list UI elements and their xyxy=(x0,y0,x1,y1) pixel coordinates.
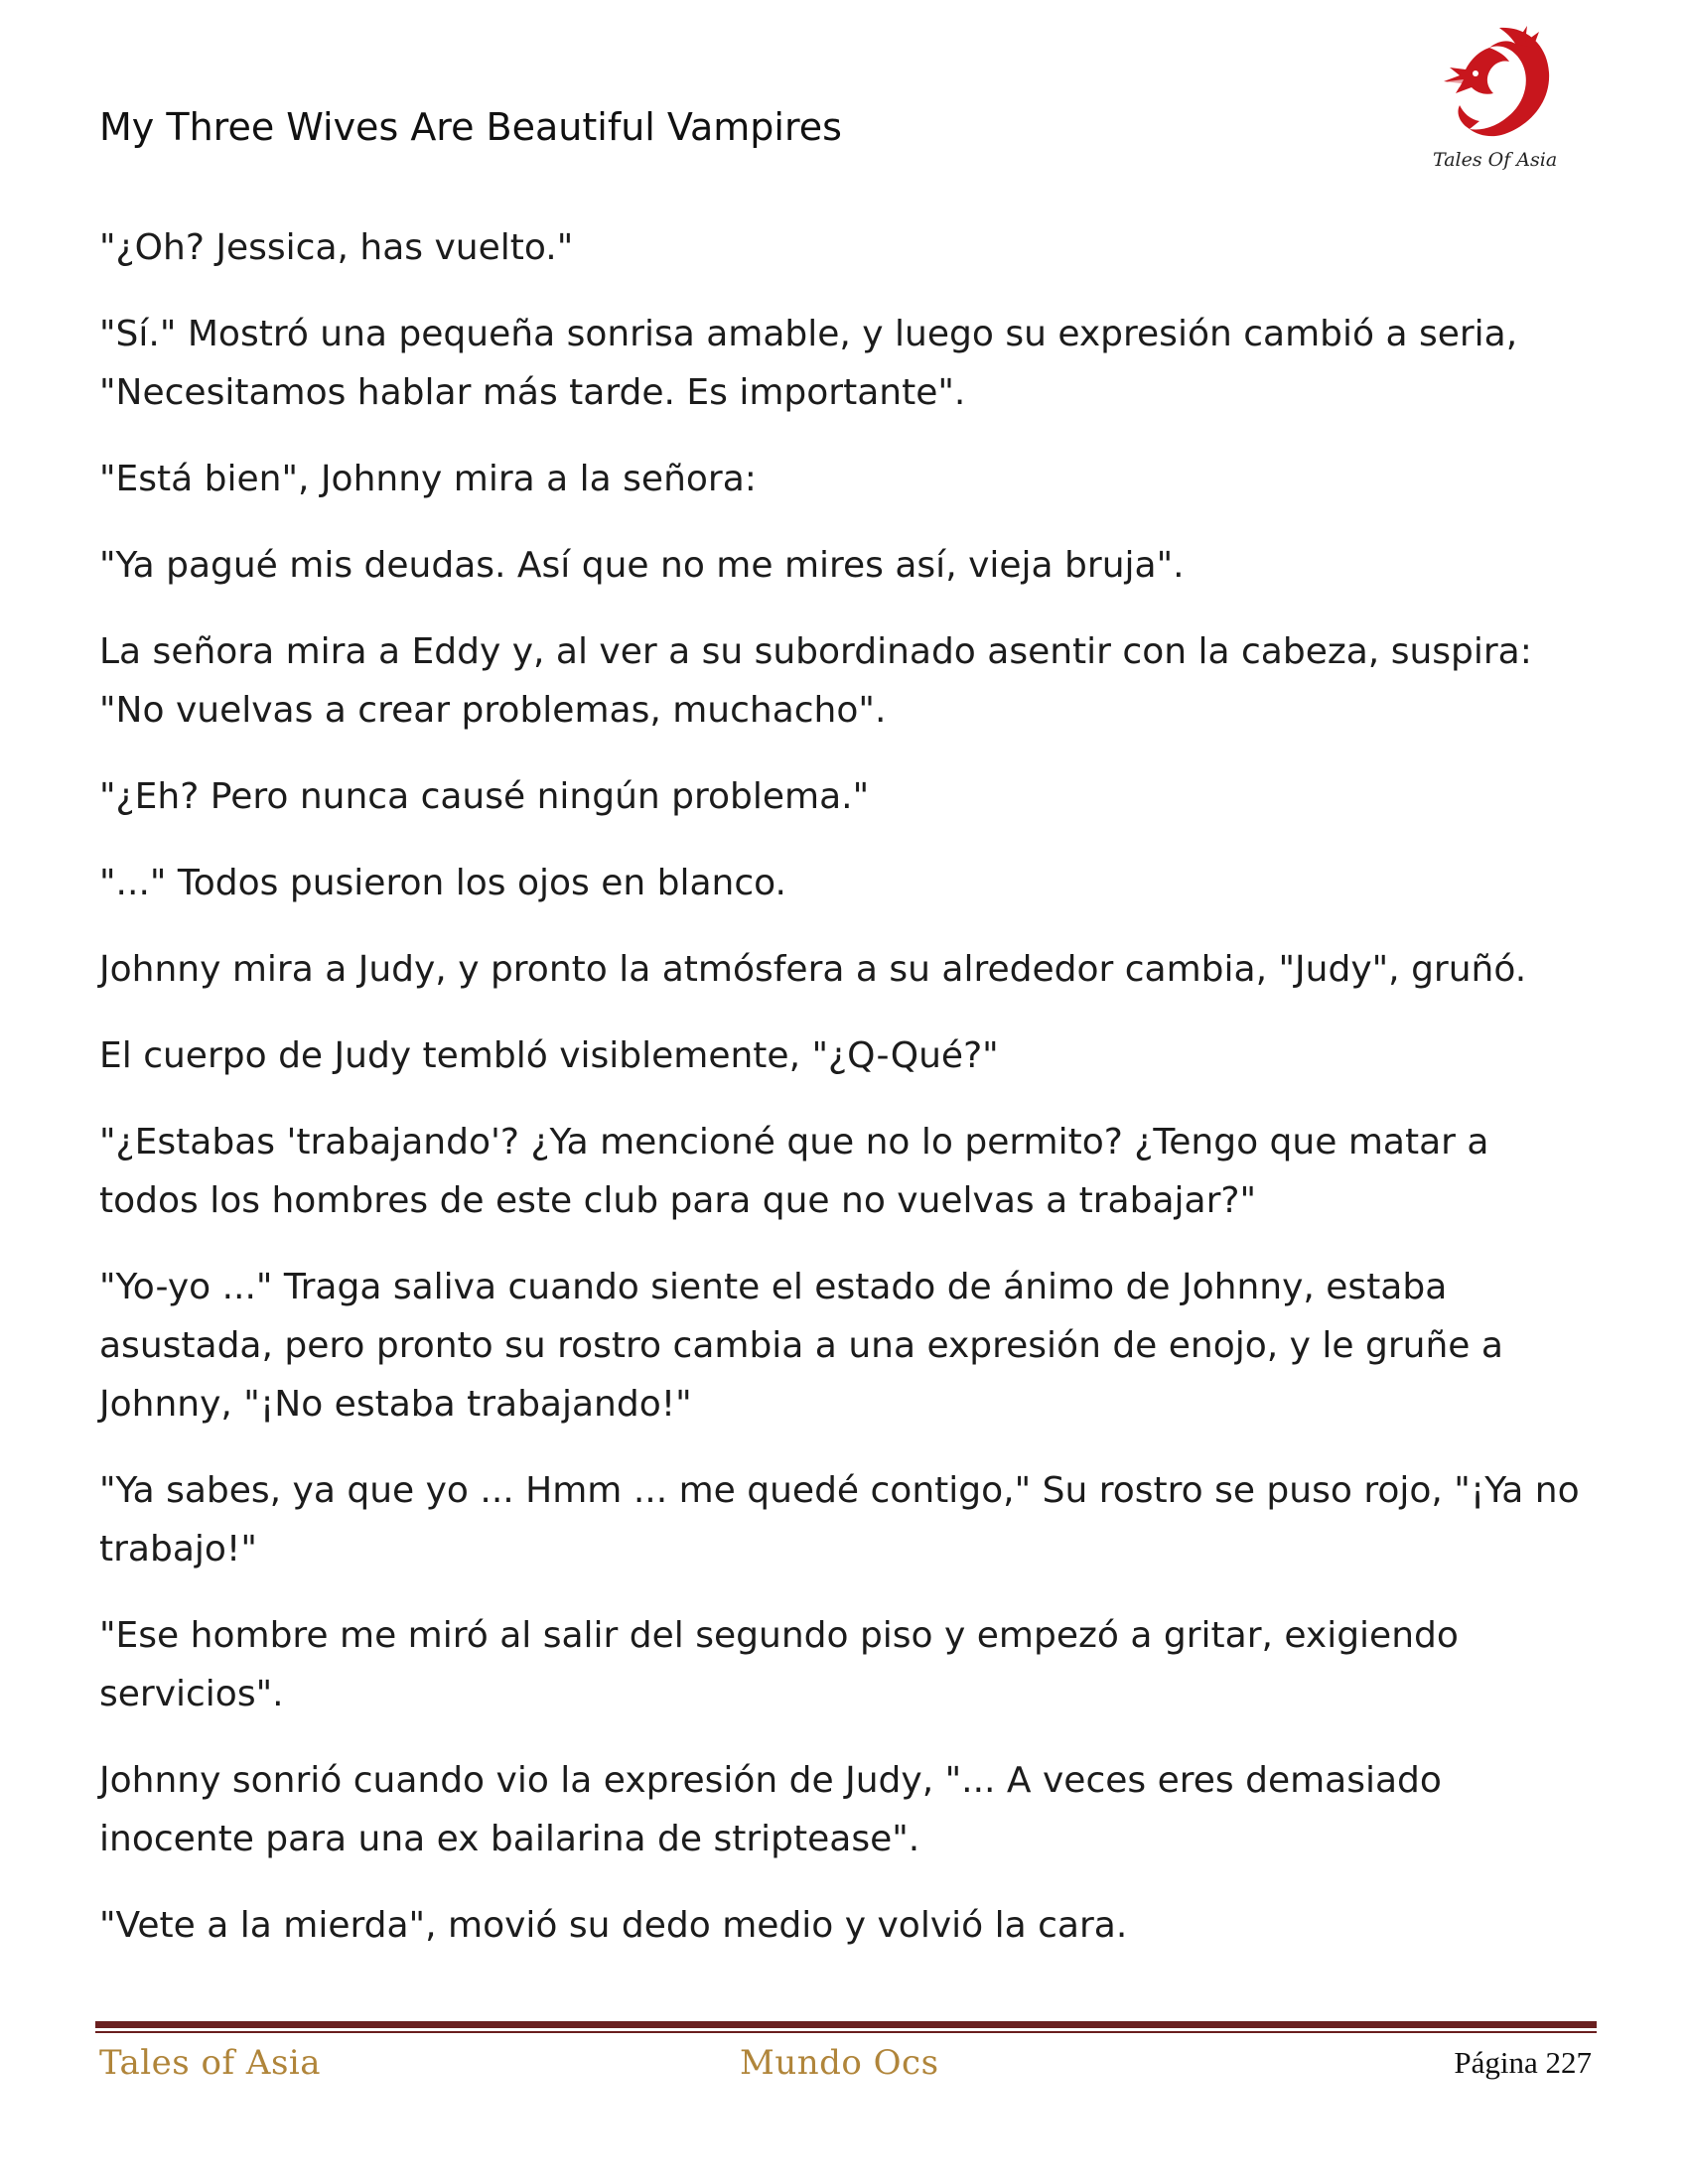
paragraph: "Está bien", Johnny mira a la señora: xyxy=(99,459,757,499)
paragraph: "Ese hombre me miró al salir del segundo piso y empezó a gritar, exigiendo servicios". xyxy=(99,1615,1459,1714)
chapter-body xyxy=(99,218,1589,1982)
paragraph: Johnny sonrió cuando vio la expresión de Judy, "... A veces eres demasiado inocente para una ex bailarina de striptease". xyxy=(99,1760,1442,1859)
footer-publisher: Tales of Asia xyxy=(99,2043,322,2083)
paragraph: "..." Todos pusieron los ojos en blanco. xyxy=(99,863,786,903)
footer-site: Mundo Ocs xyxy=(740,2043,939,2083)
paragraph: La señora mira a Eddy y, al ver a su subordinado asentir con la cabeza, suspira: "No vuelvas a crear problemas, muchacho". xyxy=(99,631,1532,731)
paragraph: "Ya pagué mis deudas. Así que no me mires así, vieja bruja". xyxy=(99,545,1185,586)
paragraph: "Yo-yo ..." Traga saliva cuando siente el estado de ánimo de Johnny, estaba asustada, pero pronto su rostro cambia a una expresión de enojo, y le gruñe a Johnny, "¡No estaba trabajando!" xyxy=(99,1267,1503,1425)
paragraph: "Sí." Mostró una pequeña sonrisa amable, y luego su expresión cambió a seria, "Necesitamos hablar más tarde. Es importante". xyxy=(99,314,1518,413)
paragraph: "¿Estabas 'trabajando'? ¿Ya mencioné que no lo permito? ¿Tengo que matar a todos los hombres de este club para que no vuelvas a trabajar?" xyxy=(99,1122,1489,1221)
paragraph: "¿Oh? Jessica, has vuelto." xyxy=(99,227,574,268)
footer-divider xyxy=(95,2021,1597,2033)
red-dragon-icon xyxy=(1430,18,1569,157)
paragraph: "¿Eh? Pero nunca causé ningún problema." xyxy=(99,776,870,817)
paragraph: "Vete a la mierda", movió su dedo medio y volvió la cara. xyxy=(99,1905,1128,1946)
logo-caption: Tales Of Asia xyxy=(1433,149,1558,171)
paragraph: "Ya sabes, ya que yo ... Hmm ... me quedé contigo," Su rostro se puso rojo, "¡Ya no trabajo!" xyxy=(99,1470,1580,1570)
book-title: My Three Wives Are Beautiful Vampires xyxy=(99,105,842,149)
paragraph: El cuerpo de Judy tembló visiblemente, "¿Q-Qué?" xyxy=(99,1035,999,1076)
paragraph: Johnny mira a Judy, y pronto la atmósfera a su alrededor cambia, "Judy", gruñó. xyxy=(99,949,1527,990)
page-number: Página 227 xyxy=(1454,2045,1592,2080)
